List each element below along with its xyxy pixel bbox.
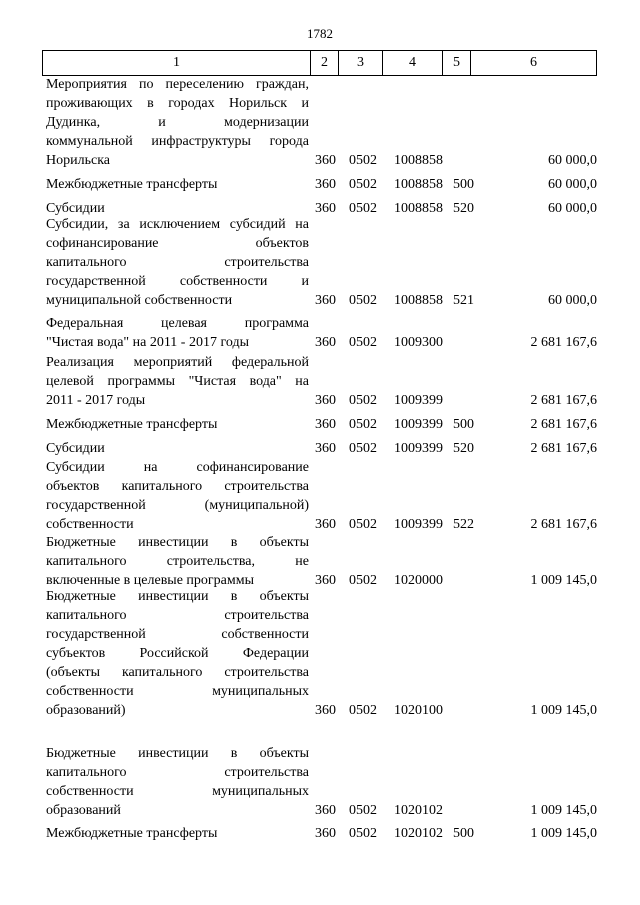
column-header-expense-type: 5 — [443, 51, 471, 76]
row-expense-type: 521 — [453, 293, 474, 308]
row-section-code: 0502 — [349, 293, 377, 308]
row-expense-type: 500 — [453, 177, 474, 192]
row-admin-code: 360 — [315, 293, 336, 308]
column-header-name: 1 — [43, 51, 311, 76]
row-admin-code: 360 — [315, 703, 336, 718]
row-admin-code: 360 — [315, 803, 336, 818]
row-name-line: капитального строительства, не — [46, 554, 309, 569]
table-row — [0, 175, 640, 194]
row-expense-type: 500 — [453, 826, 474, 841]
row-target-article: 1009300 — [394, 335, 443, 350]
row-admin-code: 360 — [315, 153, 336, 168]
row-target-article: 1009399 — [394, 417, 443, 432]
row-name-line: Субсидии на софинансирование — [46, 460, 309, 475]
row-name-line: капитального строительства — [46, 765, 309, 780]
table-row — [0, 415, 640, 434]
row-sum: 1 009 145,0 — [530, 803, 597, 818]
row-sum: 2 681 167,6 — [530, 441, 597, 456]
row-target-article: 1008858 — [394, 201, 443, 216]
row-name-line: "Чистая вода" на 2011 - 2017 годы — [46, 335, 249, 350]
row-name — [46, 824, 309, 843]
row-expense-type: 520 — [453, 441, 474, 456]
row-section-code: 0502 — [349, 826, 377, 841]
row-name — [46, 458, 309, 534]
row-section-code: 0502 — [349, 393, 377, 408]
row-name-line: капитального строительства — [46, 255, 309, 270]
table-row — [0, 353, 640, 410]
row-admin-code: 360 — [315, 573, 336, 588]
row-target-article: 1009399 — [394, 393, 443, 408]
row-sum: 2 681 167,6 — [530, 517, 597, 532]
row-name-line: включенные в целевые программы — [46, 573, 255, 588]
row-admin-code: 360 — [315, 417, 336, 432]
row-name — [46, 314, 309, 352]
row-name-line: Межбюджетные трансферты — [46, 177, 218, 192]
row-name-line: Реализация мероприятий федеральной — [46, 355, 309, 370]
row-name-line: Межбюджетные трансферты — [46, 417, 218, 432]
row-section-code: 0502 — [349, 573, 377, 588]
row-sum: 2 681 167,6 — [530, 393, 597, 408]
row-target-article: 1020102 — [394, 803, 443, 818]
row-name — [46, 587, 309, 720]
row-name-line: софинансирование объектов — [46, 236, 309, 251]
row-target-article: 1009399 — [394, 517, 443, 532]
row-name-line: государственной собственности — [46, 627, 309, 642]
row-name-line: Норильска — [46, 153, 110, 168]
table-row — [0, 314, 640, 352]
table-row — [0, 75, 640, 170]
row-name-line: собственности муниципальных — [46, 784, 309, 799]
row-name — [46, 439, 309, 458]
row-admin-code: 360 — [315, 441, 336, 456]
row-target-article: 1008858 — [394, 153, 443, 168]
row-admin-code: 360 — [315, 201, 336, 216]
row-name-line: образований) — [46, 703, 126, 718]
row-expense-type: 520 — [453, 201, 474, 216]
row-name-line: государственной (муниципальной) — [46, 498, 309, 513]
row-target-article: 1020000 — [394, 573, 443, 588]
row-sum: 2 681 167,6 — [530, 335, 597, 350]
row-name-line: Федеральная целевая программа — [46, 316, 309, 331]
row-admin-code: 360 — [315, 393, 336, 408]
table-row — [0, 824, 640, 843]
column-header-target-article: 4 — [383, 51, 443, 76]
row-sum: 1 009 145,0 — [530, 573, 597, 588]
column-header-sum: 6 — [471, 51, 597, 76]
table-row — [0, 215, 640, 310]
row-expense-type: 500 — [453, 417, 474, 432]
table-row — [0, 439, 640, 458]
row-name — [46, 744, 309, 820]
row-name-line: целевой программы "Чистая вода" на — [46, 374, 309, 389]
row-name-line: капитального строительства — [46, 608, 309, 623]
row-name-line: проживающих в городах Норильск и — [46, 96, 309, 111]
row-name — [46, 175, 309, 194]
row-sum: 60 000,0 — [548, 293, 597, 308]
column-header-admin: 2 — [311, 51, 339, 76]
row-section-code: 0502 — [349, 803, 377, 818]
row-target-article: 1008858 — [394, 293, 443, 308]
row-name-line: объектов капитального строительства — [46, 479, 309, 494]
row-name-line: Дудинка, и модернизации — [46, 115, 309, 130]
row-section-code: 0502 — [349, 201, 377, 216]
row-name — [46, 415, 309, 434]
row-name-line: (объекты капитального строительства — [46, 665, 309, 680]
row-target-article: 1009399 — [394, 441, 443, 456]
row-name-line: государственной собственности и — [46, 274, 309, 289]
row-name-line: коммунальной инфраструктуры города — [46, 134, 309, 149]
row-expense-type: 522 — [453, 517, 474, 532]
row-name-line: Бюджетные инвестиции в объекты — [46, 535, 309, 550]
row-section-code: 0502 — [349, 177, 377, 192]
row-name-line: Бюджетные инвестиции в объекты — [46, 589, 309, 604]
row-name-line: Субсидии, за исключением субсидий на — [46, 217, 309, 232]
row-name-line: муниципальной собственности — [46, 293, 233, 308]
row-name-line: Мероприятия по переселению граждан, — [46, 77, 309, 92]
row-sum: 1 009 145,0 — [530, 826, 597, 841]
row-name-line: собственности муниципальных — [46, 684, 309, 699]
row-sum: 60 000,0 — [548, 153, 597, 168]
row-target-article: 1020102 — [394, 826, 443, 841]
row-target-article: 1020100 — [394, 703, 443, 718]
column-header-section: 3 — [339, 51, 383, 76]
row-section-code: 0502 — [349, 703, 377, 718]
row-name-line: образований — [46, 803, 121, 818]
row-admin-code: 360 — [315, 335, 336, 350]
table-row — [0, 744, 640, 820]
row-name-line: Бюджетные инвестиции в объекты — [46, 746, 309, 761]
row-name-line: Межбюджетные трансферты — [46, 826, 218, 841]
row-sum: 1 009 145,0 — [530, 703, 597, 718]
row-name-line: 2011 - 2017 годы — [46, 393, 146, 408]
row-section-code: 0502 — [349, 441, 377, 456]
table-row — [0, 587, 640, 720]
table-row — [0, 533, 640, 590]
row-name — [46, 533, 309, 590]
row-name — [46, 75, 309, 170]
row-sum: 60 000,0 — [548, 201, 597, 216]
row-section-code: 0502 — [349, 417, 377, 432]
row-admin-code: 360 — [315, 517, 336, 532]
row-sum: 2 681 167,6 — [530, 417, 597, 432]
row-sum: 60 000,0 — [548, 177, 597, 192]
table-row — [0, 458, 640, 534]
row-name-line: собственности — [46, 517, 134, 532]
row-name-line: Субсидии — [46, 201, 105, 216]
row-name-line: субъектов Российской Федерации — [46, 646, 309, 661]
row-section-code: 0502 — [349, 335, 377, 350]
row-admin-code: 360 — [315, 826, 336, 841]
row-admin-code: 360 — [315, 177, 336, 192]
row-name — [46, 353, 309, 410]
row-section-code: 0502 — [349, 153, 377, 168]
row-target-article: 1008858 — [394, 177, 443, 192]
row-name-line: Субсидии — [46, 441, 105, 456]
page-number: 1782 — [307, 26, 333, 41]
row-name — [46, 215, 309, 310]
row-section-code: 0502 — [349, 517, 377, 532]
